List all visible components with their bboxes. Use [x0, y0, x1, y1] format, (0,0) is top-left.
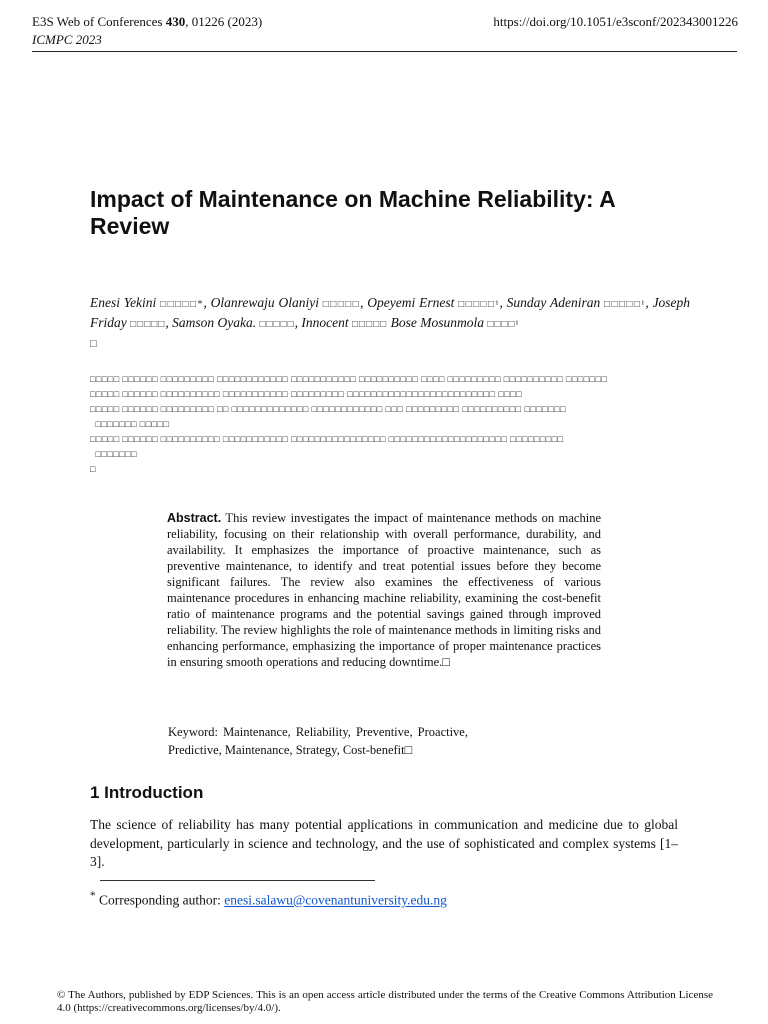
running-header-left [32, 14, 262, 30]
affiliation-line: □□□□□ □□□□□□ □□□□□□□□□ □□□□□□□□□□□□ □□□□□□□□□□□ □□□□□□□□□□ □□□□ □□□□□□□□□ □□□□□□□□□□ □□□□□□□ [90, 374, 608, 384]
keywords: Keyword: Maintenance, Reliability, Preventive, Proactive, Predictive, Maintenance, Strategy, Cost-benefit□ [168, 725, 468, 757]
affiliation-list [90, 372, 690, 477]
doi-link[interactable]: https://doi.org/10.1051/e3sconf/202343001226 [493, 14, 738, 29]
author-email-link[interactable]: enesi.salawu@covenantuniversity.edu.ng [224, 892, 447, 908]
author-name: Innocent [301, 315, 349, 330]
author-name: Joseph Friday [90, 295, 691, 330]
affiliation-line: □□□□□ □□□□□□ □□□□□□□□□□ □□□□□□□□□□□ □□□□□□□□□ □□□□□□□□□□□□□□□□□□□□□□□□□ □□□□ [90, 389, 523, 399]
author-name: Bose Mosunmola [390, 315, 484, 330]
license-notice: © The Authors, published by EDP Sciences. This is an open access article distributed under the terms of the Creative Commons Attribution License 4.0 (https://creativecommons.org/licenses/by/4.0/). [57, 989, 713, 1014]
affiliation-line: □□□□□□□ □□□□□ [90, 419, 170, 429]
author-affiliation-mark: □□□□□* [160, 299, 204, 310]
affiliation-line: □□□□□ □□□□□□ □□□□□□□□□ □□ □□□□□□□□□□□□□ □□□□□□□□□□□□ □□□ □□□□□□□□□ □□□□□□□□□□ □□□□□□□ [90, 404, 566, 414]
author-separator: , [165, 315, 173, 330]
abstract [167, 510, 601, 670]
author-affiliation-mark: □□□□□¹ [604, 299, 646, 310]
author-name: Sunday Adeniran [506, 295, 601, 310]
author-affiliation-mark: □□□□□ [130, 319, 166, 330]
author-separator: , [499, 295, 507, 310]
author-affiliation-mark: □□□□□ [322, 299, 361, 310]
author-name: Olanrewaju Olaniyi [210, 295, 319, 310]
author-affiliation-mark: □□□□¹ [487, 319, 520, 330]
author-name: Enesi Yekini [90, 295, 157, 310]
placeholder-glyph: □ [90, 338, 97, 350]
affiliation-line: □□□□□ □□□□□□ □□□□□□□□□□ □□□□□□□□□□□ □□□□□□□□□□□□□□□□ □□□□□□□□□□□□□□□□□□□□ □□□□□□□□□ [90, 434, 564, 444]
author-separator: , [294, 315, 302, 330]
author-affiliation-mark: □□□□□ [259, 319, 295, 330]
section-paragraph: The science of reliability has many potential applications in communication and medicine due to global development, particularly in science and technology, and the use of sophisticated and complex systems [1–3]. [90, 817, 678, 869]
footnote-divider [100, 880, 375, 881]
conference-name: ICMPC 2023 [32, 32, 102, 47]
journal-name: E3S Web of Conferences [32, 14, 163, 29]
author-separator: , [203, 295, 211, 310]
author-name: Samson Oyaka. [172, 315, 257, 330]
abstract-text: This review investigates the impact of maintenance methods on machine reliability, focusing on their relationship with overall performance, durability, and availability. It emphasizes the importance of proactive maintenance, such as preventive maintenance, to identify and treat potential issues before they become significant failures. The review also examines the effectiveness of various maintenance procedures in enhancing machine reliability, examining the cost-benefit ratio of maintenance programs and the potential savings gained through improved reliability. The review highlights the role of maintenance methods in limiting risks and enhancing performance, emphasizing the importance of proper maintenance practices in ensuring smooth operations and reducing downtime.□ [167, 511, 601, 669]
footnote-marker: * [90, 890, 96, 902]
author-separator: , [360, 295, 368, 310]
affiliation-line: □ [90, 464, 96, 474]
author-affiliation-mark: □□□□□¹ [458, 299, 500, 310]
author-affiliation-mark: □□□□□ [352, 319, 388, 330]
footnote-label: Corresponding author: [95, 892, 225, 908]
author-name: Opeyemi Ernest [367, 295, 455, 310]
paper-title: Impact of Maintenance on Machine Reliability: A Review [90, 186, 615, 239]
article-number: , 01226 (2023) [185, 14, 263, 29]
abstract-label: Abstract. [167, 511, 222, 525]
header-divider [32, 51, 737, 52]
author-separator: , [645, 295, 653, 310]
volume-number: 430 [165, 14, 186, 29]
section-heading: 1 Introduction [90, 783, 204, 802]
affiliation-line: □□□□□□□ [90, 449, 138, 459]
author-list [90, 294, 690, 353]
corresponding-author-footnote [90, 887, 447, 910]
